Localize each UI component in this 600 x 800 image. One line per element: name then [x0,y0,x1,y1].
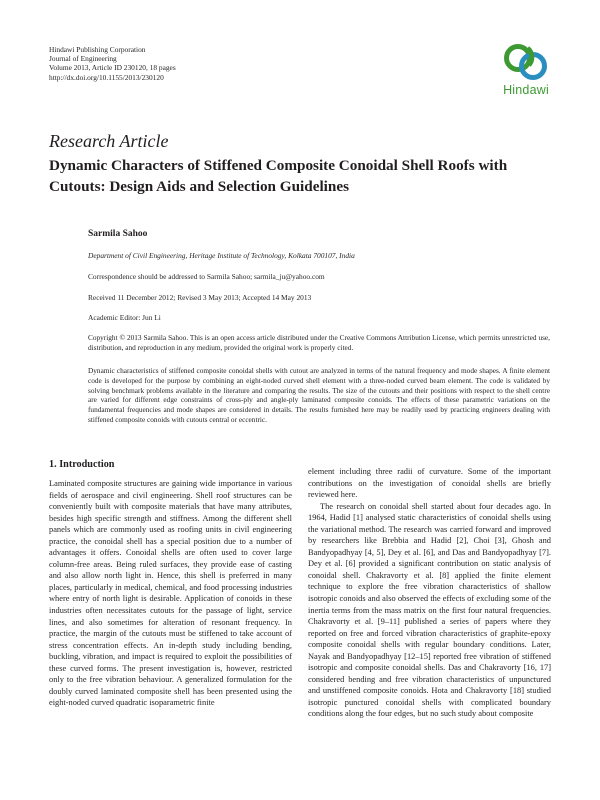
hindawi-rings-icon [500,40,552,84]
copyright-notice: Copyright © 2013 Sarmila Sahoo. This is an open access article distributed under the Creative Commons Attribution License, which permits unrestricted use, distribution, and reproduction in any medium, provided the original work is properly cited. [88,333,550,352]
body-column-right [308,466,551,720]
affiliation: Department of Civil Engineering, Heritage Institute of Technology, Kolkata 700107, India [88,251,355,260]
article-type: Research Article [49,131,169,151]
journal-name: Journal of Engineering [49,54,117,64]
volume-line: Volume 2013, Article ID 230120, 18 pages [49,63,176,73]
body-paragraph: Laminated composite structures are gaining wide importance in various fields of aerospace and civil engineering. Shell roof structures can be conveniently built with composite materials that have many attributes, besides high specific strength and stiffness. Among the different shell panels which are commonly used as roofing units in civil engineering practice, the conoidal shell has a special position due to a number of advantages it offers. Conoidal shells are often used to cover large column-free areas. Being ruled surfaces, they provide ease of casting and also allow north light in. Hence, this shell is preferred in many places, particularly in medical, chemical, and food processing industries where entry of north light is desirable. Application of conoids in these industries often necessitates cutouts for the passage of light, service lines, and also sometimes for alteration of resonant frequency. In practice, the margin of the cutouts must be stiffened to take account of stress concentration effects. An in-depth study including bending, buckling, vibration, and impact is required to exploit the possibilities of these curved forms. The present investigation is, however, restricted only to the free vibration behaviour. A generalized formulation for the doubly curved laminated composite shell has been presented using the eight-noded curved quadratic isoparametric finite [49,479,292,708]
section-title-introduction: 1. Introduction [49,459,115,470]
article-title: Dynamic Characters of Stiffened Composite Conoidal Shell Roofs with Cutouts: Design Aids and Selection Guidelines [49,157,508,195]
received-dates: Received 11 December 2012; Revised 3 May 2013; Accepted 14 May 2013 [88,293,312,302]
correspondence: Correspondence should be addressed to Sarmila Sahoo; sarmila_ju@yahoo.com [88,272,325,281]
hindawi-logo [494,40,558,108]
body-column-left [49,478,292,709]
academic-editor: Academic Editor: Jun Li [88,313,161,322]
body-paragraph: The research on conoidal shell started about four decades ago. In 1964, Hadid [1] analysed static characteristics of conoidal shells using the variational method. The research was carried forward and improved by researchers like Brebbia and Hadid [2], Choi [3], Ghosh and Bandyopadhyay [4, 5], Dey et al. [6], and Das and Bandyopadhyay [7]. Dey et al. [6] provided a significant contribution on static analysis of conoidal shell. Chakravorty et al. [8] applied the finite element technique to explore the free vibration characteristics of shallow isotropic conoids and also observed the effects of excluding some of the inertia terms from the mass matrix on the first four natural frequencies. Chakravorty et al. [9–11] published a series of papers where they reported on free and forced vibration characteristics of graphite-epoxy composite conoidal shells with regular boundary conditions. Later, Nayak and Bandyopadhyay [12–15] reported free vibration of stiffened isotropic and composite conoidal shells. Das and Chakravorty [16, 17] considered bending and free vibration characteristics of unpunctured and unstiffened composite conoids. Hota and Chakravorty [18] studied isotropic punctured conoidal shells with complicated boundary conditions along the four edges, but no such study about composite [308,501,551,719]
body-paragraph: element including three radii of curvature. Some of the important contributions on the investigation of conoidal shells are briefly reviewed here. [308,467,551,500]
author-name: Sarmila Sahoo [88,229,148,239]
logo-text: Hindawi [503,83,549,97]
abstract: Dynamic characteristics of stiffened composite conoidal shells with cutout are analyzed in terms of the natural frequency and mode shapes. A finite element code is developed for the purpose by combining an eight-noded curved shell element with a three-noded curved beam element. The code is validated by solving benchmark problems available in the literature and comparing the results. The size of the cutouts and their positions with respect to the shell centre are varied for different edge constraints of cross-ply and angle-ply laminated composite conoids. The effects of these parametric variations on the fundamental frequencies and mode shapes are considered in details. The results furnished here may be readily used by practicing engineers dealing with stiffened composite conoids with cutouts central or eccentric. [88,366,550,424]
doi-link[interactable]: http://dx.doi.org/10.1155/2013/230120 [49,72,164,82]
publication-info [49,45,349,82]
publisher: Hindawi Publishing Corporation [49,45,146,54]
